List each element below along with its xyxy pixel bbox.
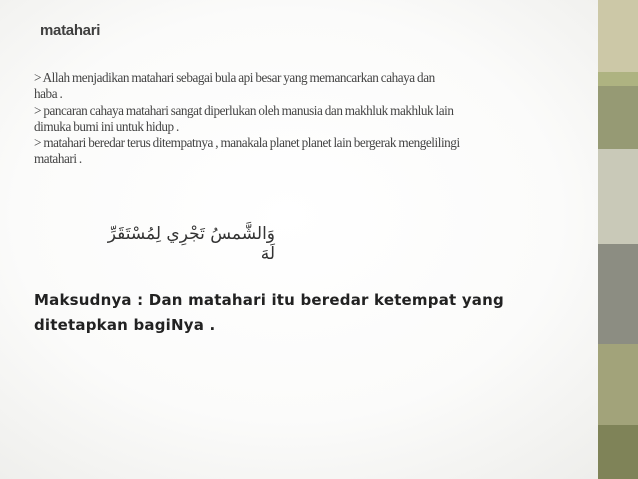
decorative-sidebar bbox=[598, 0, 638, 479]
arabic-verse: وَالشَّمسُ تَجْرِي لِمُسْتَقَرِّ لَهَ bbox=[107, 224, 275, 264]
sidebar-block bbox=[598, 72, 638, 86]
body-line: matahari . bbox=[34, 151, 82, 167]
body-line: > Allah menjadikan matahari sebagai bula api besar yang memancarkan cahaya dan bbox=[34, 70, 435, 85]
slide-title: matahari bbox=[40, 22, 101, 39]
sidebar-block bbox=[598, 244, 638, 344]
body-line: haba . bbox=[34, 86, 63, 102]
sidebar-block bbox=[598, 149, 638, 244]
sidebar-block bbox=[598, 344, 638, 425]
body-line: dimuka bumi ini untuk hidup . bbox=[34, 118, 179, 134]
meaning-text bbox=[34, 288, 574, 338]
meaning-line: ditetapkan bagiNya . bbox=[34, 316, 216, 334]
sidebar-block bbox=[598, 0, 638, 72]
sidebar-block bbox=[598, 86, 638, 149]
body-text bbox=[34, 70, 559, 168]
meaning-line: Maksudnya : Dan matahari itu beredar ketempat yang bbox=[34, 291, 504, 309]
body-line: > matahari beredar terus ditempatnya , manakala planet planet lain bergerak mengelilingi bbox=[34, 135, 460, 151]
body-line: > pancaran cahaya matahari sangat diperlukan oleh manusia dan makhluk makhluk lain bbox=[34, 102, 454, 118]
sidebar-block bbox=[598, 425, 638, 479]
